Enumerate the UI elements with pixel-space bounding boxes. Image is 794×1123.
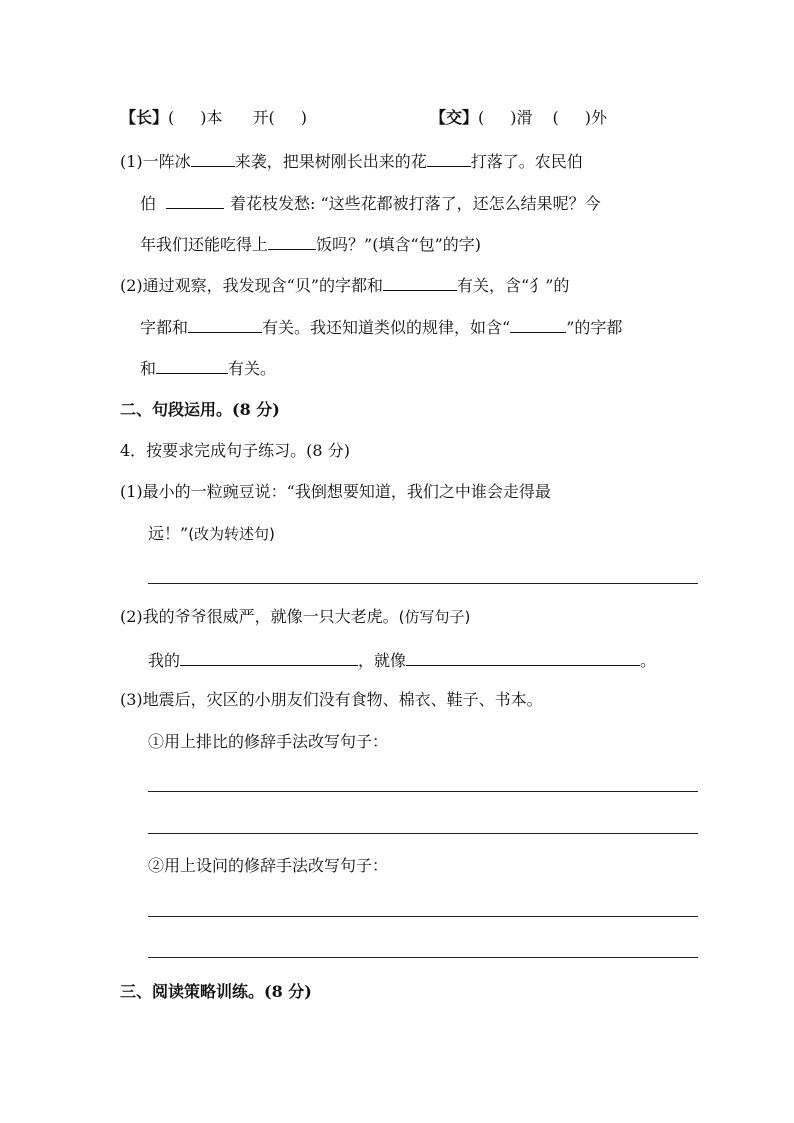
paren-close: ): [510, 108, 517, 127]
fill-blank[interactable]: [191, 150, 235, 167]
q2-text: 通过观察，我发现含“贝”的字都和: [142, 276, 384, 295]
chang-word-1: 本: [206, 108, 223, 127]
s2-text: 。: [640, 651, 657, 670]
answer-line[interactable]: [148, 791, 698, 792]
q1-text: 伯: [140, 194, 157, 213]
q2-line-2: [140, 316, 622, 336]
answer-line[interactable]: [148, 833, 698, 834]
s2-text: ，就像: [358, 651, 407, 670]
q1-text: 一阵冰: [142, 152, 191, 171]
q1-line-2: [140, 192, 601, 212]
paren-close: ): [584, 108, 592, 127]
q2-text: 有关。: [228, 359, 277, 378]
section-heading-3: 三、阅读策略训练。(8 分): [120, 982, 312, 1001]
q2-line-3: [140, 357, 276, 377]
jiao-word-1: 滑: [516, 108, 533, 127]
paren-open: (: [552, 108, 559, 127]
s2-line-1: [120, 607, 470, 627]
fill-blank[interactable]: [180, 649, 358, 666]
q1-line-3: [140, 233, 481, 253]
fill-blank[interactable]: [427, 150, 471, 167]
fill-blank[interactable]: [188, 316, 262, 333]
q2-text: ”的字都: [566, 318, 623, 337]
instruction-note: (改为转述句): [188, 525, 275, 543]
answer-line[interactable]: [148, 916, 698, 917]
question-4-heading: 4．按要求完成句子练习。(8 分): [120, 441, 350, 460]
paren-open: (: [478, 108, 485, 127]
answer-line[interactable]: [148, 957, 698, 958]
q1-text: 着花枝发愁: “这些花都被打落了，还怎么结果呢？今: [230, 194, 601, 213]
jiao-word-2: 外: [591, 108, 608, 127]
q1-number: (1): [120, 152, 143, 171]
q1-line-1: [120, 150, 583, 170]
q2-text: 和: [140, 359, 157, 378]
s2-text: (2)我的爷爷很威严，就像一只大老虎。: [120, 607, 399, 626]
jiao-head: 【交】: [430, 108, 479, 127]
fill-blank[interactable]: [268, 233, 316, 250]
paren-open: (: [168, 108, 175, 127]
fill-blank[interactable]: [383, 274, 457, 291]
s1-line-2: [148, 524, 275, 544]
q1-text: 年我们还能吃得上: [140, 235, 269, 254]
q1-text: 饭吗？”(填含“包”的字): [316, 235, 482, 254]
paren-close: ): [300, 108, 308, 127]
fill-blank[interactable]: [166, 192, 224, 209]
s3-sub-2: ②用上设问的修辞手法改写句子：: [148, 856, 389, 875]
q2-text: 有关，含“犭”的: [457, 276, 570, 295]
fill-blank[interactable]: [406, 649, 640, 666]
s2-text: 我的: [148, 651, 181, 670]
s3-line-1: (3)地震后，灾区的小朋友们没有食物、棉衣、鞋子、书本。: [120, 690, 543, 709]
q2-text: 有关。我还知道类似的规律，如含“: [262, 318, 511, 337]
s3-sub-1: ①用上排比的修辞手法改写句子：: [148, 732, 389, 751]
section-heading-2: 二、句段运用。(8 分): [120, 400, 280, 419]
s1-line-1: (1)最小的一粒豌豆说：“我倒想要知道，我们之中谁会走得最: [120, 482, 551, 501]
paren-close: ): [200, 108, 207, 127]
s1-text: 远！”: [148, 524, 189, 543]
answer-line[interactable]: [148, 583, 698, 584]
q2-text: 字都和: [140, 318, 189, 337]
q1-text: 打落了。农民伯: [470, 152, 583, 171]
q2-number: (2): [120, 276, 143, 295]
q2-line-1: [120, 274, 569, 294]
chang-head: 【长】: [120, 108, 169, 127]
polyphone-row: [120, 108, 307, 128]
chang-word-2: 开(: [252, 108, 275, 127]
instruction-note: (仿写句子): [398, 608, 471, 626]
q1-text: 来袭，把果树刚长出来的花: [234, 152, 427, 171]
s2-line-2: [148, 649, 656, 669]
fill-blank[interactable]: [156, 357, 228, 374]
fill-blank[interactable]: [510, 316, 566, 333]
polyphone-row-2: [430, 108, 607, 128]
